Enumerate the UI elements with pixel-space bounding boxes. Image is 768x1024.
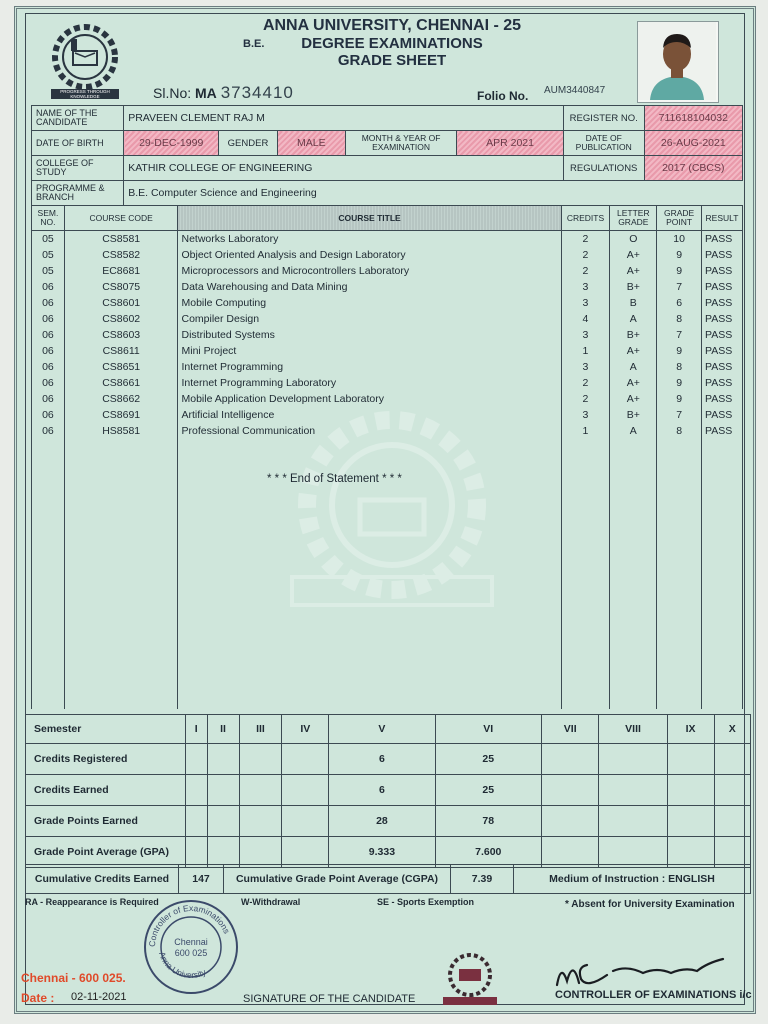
small-logo-icon xyxy=(439,951,501,1007)
stamp-bottom-text: Anna University xyxy=(156,950,208,981)
branch-value: B.E. Computer Science and Engineering xyxy=(124,181,743,206)
course-sem: 06 xyxy=(32,407,65,423)
regulations-value: 2017 (CBCS) xyxy=(644,156,742,181)
course-sem: 06 xyxy=(32,423,65,439)
course-grade: A xyxy=(610,311,657,327)
course-credits: 3 xyxy=(561,279,610,295)
serial-label: Sl.No: xyxy=(153,85,192,101)
semester-number: V xyxy=(329,715,435,744)
course-code: CS8602 xyxy=(64,311,178,327)
summary-row-label: Grade Points Earned xyxy=(26,806,186,837)
summary-cell xyxy=(714,806,750,837)
course-title: Distributed Systems xyxy=(178,327,561,343)
course-row xyxy=(32,423,743,439)
publication-date: 26-AUG-2021 xyxy=(644,131,742,156)
course-result: PASS xyxy=(702,359,743,375)
legend-sports: SE - Sports Exemption xyxy=(377,897,475,907)
course-result: PASS xyxy=(702,375,743,391)
col-credits: CREDITS xyxy=(561,206,610,231)
course-point: 8 xyxy=(657,311,702,327)
empty-cell xyxy=(64,439,178,709)
empty-cell xyxy=(561,439,610,709)
summary-cell xyxy=(186,806,208,837)
course-row xyxy=(32,311,743,327)
date-of-birth: 29-DEC-1999 xyxy=(124,131,219,156)
course-point: 9 xyxy=(657,263,702,279)
summary-cell xyxy=(207,775,239,806)
col-code: COURSE CODE xyxy=(64,206,178,231)
course-sem: 05 xyxy=(32,263,65,279)
summary-cell: 7.600 xyxy=(435,837,541,868)
summary-cell xyxy=(541,837,599,868)
course-row xyxy=(32,391,743,407)
course-point: 6 xyxy=(657,295,702,311)
summary-cell xyxy=(239,744,282,775)
course-sem: 06 xyxy=(32,375,65,391)
summary-cell xyxy=(207,837,239,868)
course-credits: 3 xyxy=(561,407,610,423)
course-code: EC8681 xyxy=(64,263,178,279)
course-credits: 1 xyxy=(561,423,610,439)
course-code: CS8662 xyxy=(64,391,178,407)
exam-title: DEGREE EXAMINATIONS xyxy=(301,35,483,52)
course-title: Professional Communication xyxy=(178,423,561,439)
course-sem: 05 xyxy=(32,231,65,248)
course-point: 9 xyxy=(657,375,702,391)
course-row xyxy=(32,407,743,423)
publication-label: DATE OF PUBLICATION xyxy=(563,131,644,156)
course-result: PASS xyxy=(702,327,743,343)
exam-month-label: MONTH & YEAR OF EXAMINATION xyxy=(345,131,456,156)
footer-date: 02-11-2021 xyxy=(71,991,127,1003)
summary-cell: 25 xyxy=(435,775,541,806)
course-result: PASS xyxy=(702,295,743,311)
course-grade: A xyxy=(610,359,657,375)
summary-cell xyxy=(282,744,329,775)
cgpa-label: Cumulative Grade Point Average (CGPA) xyxy=(224,865,451,894)
course-grade: B+ xyxy=(610,279,657,295)
summary-row-label: Grade Point Average (GPA) xyxy=(26,837,186,868)
semester-number: IV xyxy=(282,715,329,744)
course-code: CS8603 xyxy=(64,327,178,343)
summary-cell xyxy=(667,806,714,837)
cumulative-table xyxy=(25,864,751,894)
course-title: Mobile Computing xyxy=(178,295,561,311)
empty-cell xyxy=(657,439,702,709)
dob-label: DATE OF BIRTH xyxy=(32,131,124,156)
course-title: Microprocessors and Microcontrollers Laboratory xyxy=(178,263,561,279)
serial-number xyxy=(153,83,294,103)
course-sem: 06 xyxy=(32,295,65,311)
controller-signature-icon xyxy=(547,945,747,995)
course-row xyxy=(32,343,743,359)
course-title: Artificial Intelligence xyxy=(178,407,561,423)
summary-cell xyxy=(714,775,750,806)
empty-cell xyxy=(610,439,657,709)
course-code: CS8582 xyxy=(64,247,178,263)
summary-cell: 78 xyxy=(435,806,541,837)
legend-absent: * Absent for University Examination xyxy=(565,899,735,910)
course-row xyxy=(32,263,743,279)
col-point: GRADE POINT xyxy=(657,206,702,231)
course-result: PASS xyxy=(702,311,743,327)
course-code: CS8651 xyxy=(64,359,178,375)
summary-cell xyxy=(599,775,667,806)
course-result: PASS xyxy=(702,231,743,248)
course-code: CS8075 xyxy=(64,279,178,295)
course-sem: 06 xyxy=(32,311,65,327)
summary-cell xyxy=(282,837,329,868)
end-of-statement: * * * End of Statement * * * xyxy=(267,473,402,485)
course-credits: 2 xyxy=(561,247,610,263)
course-credits: 2 xyxy=(561,231,610,248)
course-result: PASS xyxy=(702,279,743,295)
course-sem: 06 xyxy=(32,359,65,375)
branch-label: PROGRAMME & BRANCH xyxy=(32,181,124,206)
course-title: Object Oriented Analysis and Design Laboratory xyxy=(178,247,561,263)
course-point: 7 xyxy=(657,279,702,295)
summary-cell xyxy=(541,775,599,806)
summary-row xyxy=(26,744,751,775)
course-result: PASS xyxy=(702,423,743,439)
summary-cell xyxy=(541,744,599,775)
semester-number: I xyxy=(186,715,208,744)
course-result: PASS xyxy=(702,391,743,407)
cumulative-credits-value: 147 xyxy=(179,865,224,894)
college-name: KATHIR COLLEGE OF ENGINEERING xyxy=(124,156,564,181)
course-code: CS8601 xyxy=(64,295,178,311)
register-number: 711618104032 xyxy=(644,106,742,131)
course-grade: A+ xyxy=(610,391,657,407)
summary-cell xyxy=(599,837,667,868)
summary-cell: 28 xyxy=(329,806,435,837)
course-row xyxy=(32,295,743,311)
summary-cell xyxy=(186,744,208,775)
gender-label: GENDER xyxy=(219,131,278,156)
course-credits: 2 xyxy=(561,391,610,407)
summary-cell xyxy=(667,837,714,868)
course-credits: 2 xyxy=(561,263,610,279)
semester-number: VIII xyxy=(599,715,667,744)
course-title: Networks Laboratory xyxy=(178,231,561,248)
semester-number: IX xyxy=(667,715,714,744)
course-title: Internet Programming Laboratory xyxy=(178,375,561,391)
col-sem: SEM. NO. xyxy=(32,206,65,231)
course-result: PASS xyxy=(702,343,743,359)
semester-number: III xyxy=(239,715,282,744)
cumulative-credits-label: Cumulative Credits Earned xyxy=(26,865,179,894)
stamp-top-text: Controller of Examinations xyxy=(146,902,233,948)
semester-label: Semester xyxy=(26,715,186,744)
semester-number: VI xyxy=(435,715,541,744)
candidate-info-table xyxy=(31,105,743,206)
course-point: 9 xyxy=(657,343,702,359)
course-grade: A+ xyxy=(610,375,657,391)
course-title: Compiler Design xyxy=(178,311,561,327)
logo-motto: PROGRESS THROUGH KNOWLEDGE xyxy=(60,89,110,99)
course-credits: 3 xyxy=(561,295,610,311)
course-credits: 2 xyxy=(561,375,610,391)
summary-cell xyxy=(239,806,282,837)
course-code: CS8661 xyxy=(64,375,178,391)
summary-row-label: Credits Earned xyxy=(26,775,186,806)
course-point: 9 xyxy=(657,247,702,263)
grade-sheet xyxy=(14,6,756,1014)
course-point: 7 xyxy=(657,407,702,423)
course-credits: 3 xyxy=(561,359,610,375)
controller-signature-label: CONTROLLER OF EXAMINATIONS i/c xyxy=(555,989,752,1001)
course-point: 7 xyxy=(657,327,702,343)
course-code: HS8581 xyxy=(64,423,178,439)
folio-number: AUM3440847 xyxy=(544,85,606,96)
course-grade: B+ xyxy=(610,407,657,423)
course-grade: B xyxy=(610,295,657,311)
summary-cell xyxy=(207,806,239,837)
summary-cell: 6 xyxy=(329,775,435,806)
semester-number: VII xyxy=(541,715,599,744)
course-grade: A+ xyxy=(610,247,657,263)
summary-cell xyxy=(599,744,667,775)
candidate-photo xyxy=(637,21,719,103)
course-grade: B+ xyxy=(610,327,657,343)
summary-row-label: Credits Registered xyxy=(26,744,186,775)
course-grade: A+ xyxy=(610,263,657,279)
summary-cell xyxy=(282,806,329,837)
course-grade: O xyxy=(610,231,657,248)
summary-cell xyxy=(186,837,208,868)
summary-cell: 25 xyxy=(435,744,541,775)
course-row xyxy=(32,231,743,248)
empty-cell xyxy=(702,439,743,709)
gender-value: MALE xyxy=(277,131,345,156)
semester-number: II xyxy=(207,715,239,744)
summary-cell xyxy=(186,775,208,806)
course-code: CS8691 xyxy=(64,407,178,423)
courses-table xyxy=(31,205,743,709)
course-title: Internet Programming xyxy=(178,359,561,375)
course-sem: 06 xyxy=(32,327,65,343)
course-result: PASS xyxy=(702,247,743,263)
col-title: COURSE TITLE xyxy=(178,206,561,231)
exam-month-value: APR 2021 xyxy=(457,131,563,156)
candidate-name: PRAVEEN CLEMENT RAJ M xyxy=(124,106,564,131)
footer-place: Chennai - 600 025. xyxy=(21,971,126,985)
summary-cell xyxy=(667,744,714,775)
summary-cell xyxy=(239,775,282,806)
summary-cell: 9.333 xyxy=(329,837,435,868)
medium-of-instruction: Medium of Instruction : ENGLISH xyxy=(514,865,751,894)
degree-label: B.E. xyxy=(243,38,265,50)
course-row xyxy=(32,359,743,375)
course-point: 10 xyxy=(657,231,702,248)
summary-row xyxy=(26,837,751,868)
course-title: Mini Project xyxy=(178,343,561,359)
course-point: 9 xyxy=(657,391,702,407)
summary-cell: 6 xyxy=(329,744,435,775)
course-point: 8 xyxy=(657,359,702,375)
col-letter: LETTER GRADE xyxy=(610,206,657,231)
summary-cell xyxy=(282,775,329,806)
course-code: CS8581 xyxy=(64,231,178,248)
college-label: COLLEGE OF STUDY xyxy=(32,156,124,181)
course-sem: 06 xyxy=(32,391,65,407)
course-row xyxy=(32,327,743,343)
header-block xyxy=(227,17,557,69)
semester-header-row xyxy=(26,715,751,744)
empty-cell xyxy=(32,439,65,709)
summary-cell xyxy=(599,806,667,837)
footer-date-label: Date : xyxy=(21,991,55,1005)
serial-prefix: MA xyxy=(195,85,217,101)
summary-cell xyxy=(541,806,599,837)
col-result: RESULT xyxy=(702,206,743,231)
course-credits: 3 xyxy=(561,327,610,343)
name-label: NAME OF THE CANDIDATE xyxy=(32,106,124,131)
course-row xyxy=(32,375,743,391)
course-code: CS8611 xyxy=(64,343,178,359)
university-name: ANNA UNIVERSITY, CHENNAI - 25 xyxy=(262,17,522,34)
cgpa-value: 7.39 xyxy=(451,865,514,894)
course-result: PASS xyxy=(702,263,743,279)
course-credits: 1 xyxy=(561,343,610,359)
regulations-label: REGULATIONS xyxy=(563,156,644,181)
summary-cell xyxy=(714,744,750,775)
course-grade: A+ xyxy=(610,343,657,359)
summary-cell xyxy=(667,775,714,806)
course-credits: 4 xyxy=(561,311,610,327)
course-row xyxy=(32,247,743,263)
semester-summary-table xyxy=(25,714,751,868)
course-sem: 06 xyxy=(32,279,65,295)
course-title: Mobile Application Development Laboratory xyxy=(178,391,561,407)
person-icon xyxy=(638,22,716,100)
grade-sheet-title: GRADE SHEET xyxy=(337,52,447,69)
course-row xyxy=(32,279,743,295)
semester-number: X xyxy=(714,715,750,744)
course-point: 8 xyxy=(657,423,702,439)
course-sem: 06 xyxy=(32,343,65,359)
legend-withdrawal: W-Withdrawal xyxy=(241,897,301,907)
summary-cell xyxy=(714,837,750,868)
course-title: Data Warehousing and Data Mining xyxy=(178,279,561,295)
summary-row xyxy=(26,806,751,837)
summary-row xyxy=(26,775,751,806)
summary-cell xyxy=(239,837,282,868)
folio-label: Folio No. xyxy=(477,89,529,103)
stamp-city: Chennai xyxy=(174,937,208,947)
legend-ra: RA - Reappearance is Required xyxy=(25,897,159,907)
stamp-pin: 600 025 xyxy=(174,948,208,958)
candidate-signature-label: SIGNATURE OF THE CANDIDATE xyxy=(243,993,416,1005)
course-grade: A xyxy=(610,423,657,439)
course-result: PASS xyxy=(702,407,743,423)
serial-value: 3734410 xyxy=(220,83,294,102)
summary-cell xyxy=(207,744,239,775)
controller-stamp-icon xyxy=(141,897,241,997)
course-sem: 05 xyxy=(32,247,65,263)
register-label: REGISTER NO. xyxy=(563,106,644,131)
